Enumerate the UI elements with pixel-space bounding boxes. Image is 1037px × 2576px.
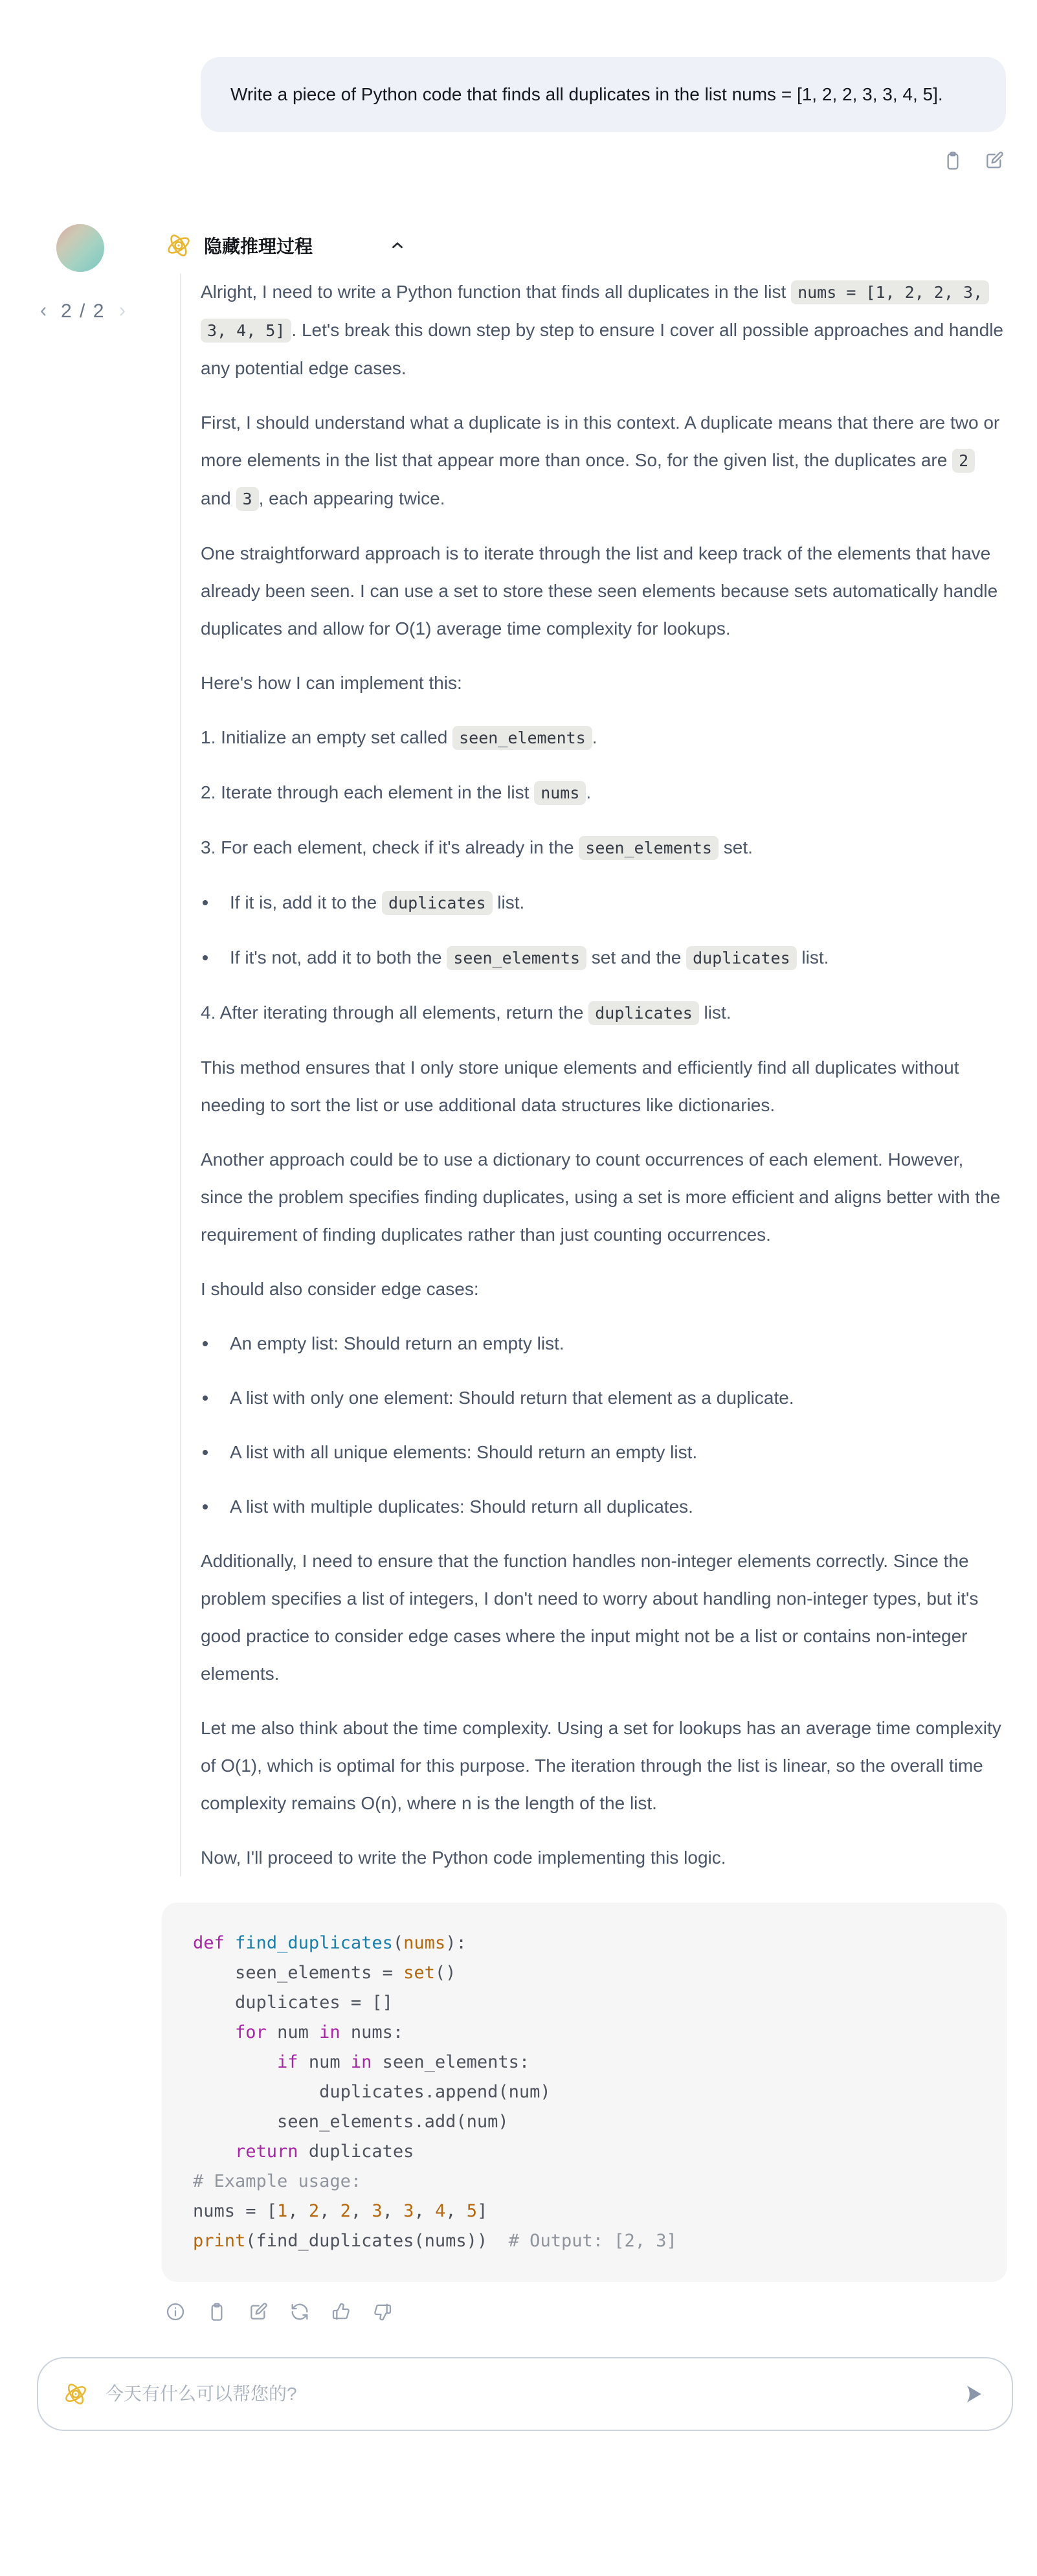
reasoning-paragraph: Additionally, I need to ensure that the function handles non-integer elements correctly. Since the problem specifies a list of integers, I don't need to worry about handling non-integer types, but it's good practice to consider edge cases where the input might not be a list or contains non-integer elements. (201, 1551, 979, 1684)
user-message-bubble: Write a piece of Python code that finds all duplicates in the list nums = [1, 2, 2, 3, 3, 4, 5]. (201, 57, 1006, 132)
reasoning-paragraph: First, I should understand what a duplicate is in this context. A duplicate means that there are two or more elements in the list that appear more than once. So, for the given list, the duplicates are 2 and 3 , each appearing twice. (201, 404, 1007, 518)
code-block (162, 1903, 1007, 2282)
code-line: for num in nums: (235, 2022, 404, 2042)
assistant-rail (0, 232, 162, 2323)
code-line: duplicates.append(num) (193, 2082, 551, 2102)
inline-code: nums = [1, 2, 2, 3, 3, 4, 5] (201, 280, 989, 343)
atom-icon (165, 232, 192, 259)
thumbs-up-button[interactable] (329, 2300, 353, 2323)
code-line: return duplicates (235, 2141, 414, 2162)
chevron-right-icon[interactable] (115, 304, 129, 319)
copy-icon (942, 150, 963, 171)
copy-button[interactable] (941, 149, 965, 172)
inline-code: 2 (952, 449, 975, 473)
code-line: print(find_duplicates(nums)) # Output: [2, 3] (193, 2231, 677, 2251)
reasoning-paragraph: Alright, I need to write a Python function that finds all duplicates in the list nums = [1, 2, 2, 3, 3, 4, 5] . Let's break this down step by step to ensure I cover all possible approaches and handle any potential edge cases. (201, 282, 1003, 378)
reasoning-bullet-item: A list with all unique elements: Should return an empty list. (201, 1434, 1007, 1471)
send-button[interactable] (959, 2380, 987, 2408)
info-button[interactable] (164, 2300, 187, 2323)
reasoning-paragraph: Another approach could be to use a dictionary to count occurrences of each element. However, since the problem specifies finding duplicates, using a set is more efficient and aligns better with the requirement of finding duplicates rather than just counting occurrences. (201, 1149, 1001, 1245)
bullet-dot (201, 1325, 230, 1362)
thumbs-down-button[interactable] (371, 2300, 394, 2323)
inline-code: nums (534, 781, 586, 805)
user-turn (201, 57, 1006, 172)
thumbs-up-icon (331, 2301, 351, 2322)
reasoning-paragraph: 1. Initialize an empty set called seen_elements . (201, 719, 1007, 757)
inline-code: seen_elements (579, 836, 719, 860)
code-line: nums = [1, 2, 2, 3, 3, 4, 5] (193, 2201, 488, 2221)
reasoning-paragraph: 4. After iterating through all elements, return the duplicates list. (201, 994, 1007, 1032)
edit-button[interactable] (983, 149, 1006, 172)
bullet-dot (201, 1488, 230, 1526)
reasoning-bullet-item: A list with multiple duplicates: Should return all duplicates. (201, 1488, 1007, 1526)
reasoning-paragraph: 2. Iterate through each element in the list nums . (201, 774, 1007, 812)
edit-icon (984, 150, 1005, 171)
reasoning-body (180, 273, 1007, 1877)
assistant-actions-row (164, 2300, 1007, 2323)
reasoning-bullet-item: An empty list: Should return an empty list. (201, 1325, 1007, 1362)
inline-code: seen_elements (447, 946, 586, 970)
chat-input[interactable] (104, 2383, 959, 2405)
bullet-dot (201, 1434, 230, 1471)
reasoning-bullet-item: A list with only one element: Should return that element as a duplicate. (201, 1379, 1007, 1417)
inline-code: seen_elements (452, 726, 592, 750)
inline-code: duplicates (588, 1001, 699, 1025)
reasoning-paragraph: Here's how I can implement this: (201, 673, 462, 693)
user-actions-row (201, 149, 1006, 172)
bullet-dot (201, 939, 230, 977)
code-line: seen_elements.add(num) (193, 2112, 509, 2132)
edit-icon (248, 2301, 269, 2322)
bullet-dot (201, 1379, 230, 1417)
reasoning-content (201, 273, 1007, 1877)
code-line: seen_elements = set() (193, 1963, 456, 1983)
code-line: # Example usage: (193, 2171, 362, 2191)
copy-icon (206, 2301, 227, 2322)
code-line: def find_duplicates(nums): (193, 1933, 467, 1953)
reasoning-paragraph: This method ensures that I only store unique elements and efficiently find all duplicates without needing to sort the list or use additional data structures like dictionaries. (201, 1057, 959, 1115)
assistant-avatar (56, 224, 104, 272)
reasoning-paragraph: Now, I'll proceed to write the Python code implementing this logic. (201, 1847, 726, 1868)
thumbs-down-icon (372, 2301, 393, 2322)
bullet-dot (201, 884, 230, 922)
inline-code: duplicates (686, 946, 797, 970)
assistant-turn (0, 232, 1037, 2323)
send-icon (962, 2383, 984, 2405)
inline-code: 3 (236, 487, 259, 511)
code-block-content (193, 1928, 976, 2256)
reasoning-paragraph: I should also consider edge cases: (201, 1279, 479, 1299)
reasoning-bullet-item: If it's not, add it to both the seen_elements set and the duplicates list. (201, 939, 1007, 977)
composer-bar (37, 2357, 1013, 2431)
reasoning-title: 隐藏推理过程 (204, 236, 313, 256)
atom-icon (63, 2381, 89, 2407)
inline-code: duplicates (382, 891, 493, 915)
pagination-label: 2 / 2 (61, 300, 106, 322)
chevron-left-icon[interactable] (36, 304, 50, 319)
reasoning-toggle[interactable] (162, 232, 1007, 259)
info-icon (165, 2301, 186, 2322)
regenerate-icon (289, 2301, 310, 2322)
assistant-content (162, 232, 1007, 2323)
chevron-up-icon[interactable] (389, 237, 406, 254)
regenerate-button[interactable] (288, 2300, 311, 2323)
reasoning-bullet-item: If it is, add it to the duplicates list. (201, 884, 1007, 922)
response-pagination (36, 300, 162, 322)
code-line: duplicates = [] (193, 1993, 393, 2013)
reasoning-paragraph: One straightforward approach is to iterate through the list and keep track of the elements that have already been seen. I can use a set to store these seen elements because sets automatically handle duplicates and allow for O(1) average time complexity for lookups. (201, 543, 998, 638)
edit-button[interactable] (247, 2300, 270, 2323)
reasoning-paragraph: Let me also think about the time complexity. Using a set for lookups has an average time complexity of O(1), which is optimal for this purpose. The iteration through the list is linear, so the overall time complexity remains O(n), where n is the length of the list. (201, 1718, 1001, 1813)
reasoning-paragraph: 3. For each element, check if it's already in the seen_elements set. (201, 829, 1007, 867)
copy-button[interactable] (205, 2300, 229, 2323)
code-line: if num in seen_elements: (277, 2052, 530, 2072)
